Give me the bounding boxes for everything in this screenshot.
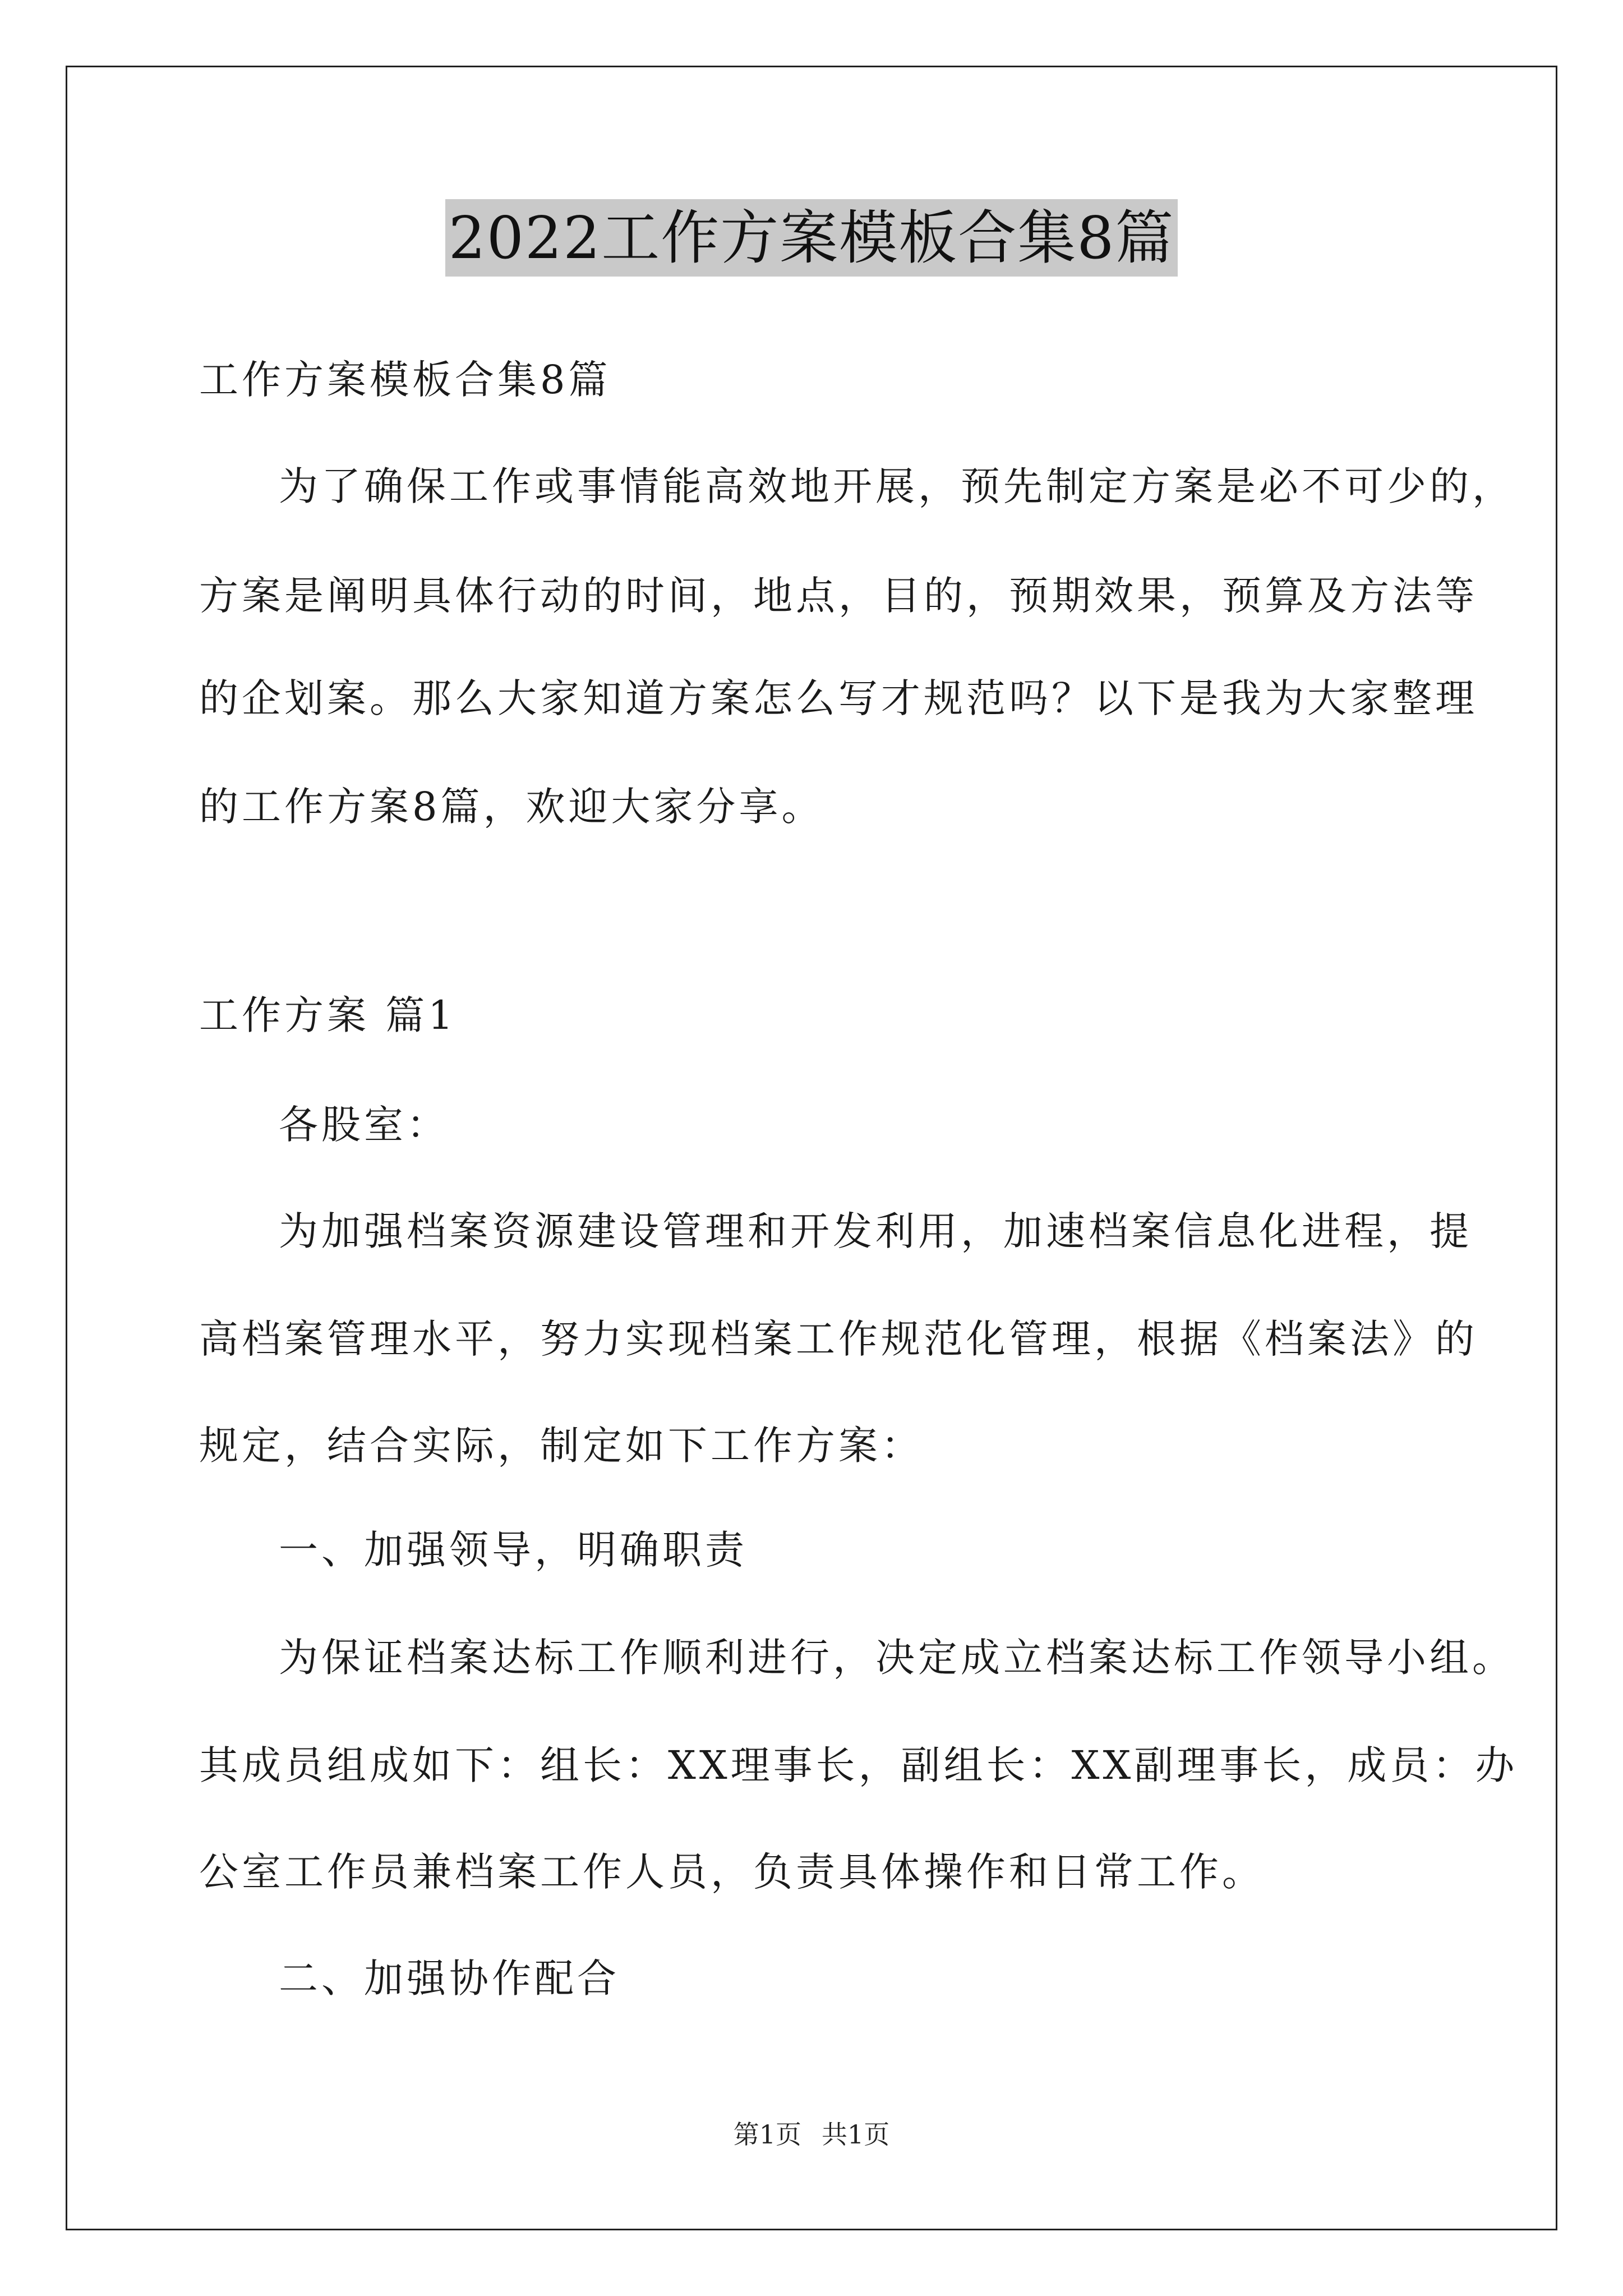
body-paragraph-line-4: 为保证档案达标工作顺利进行，决定成立档案达标工作领导小组。: [279, 1635, 1515, 1681]
body-paragraph-line-5: 其成员组成如下：组长：XX理事长，副组长：XX副理事长，成员：办: [199, 1742, 1518, 1788]
body-paragraph-line-3: 规定，结合实际，制定如下工作方案：: [199, 1423, 924, 1469]
title-container: [0, 199, 1623, 277]
body-paragraph-line-2: 高档案管理水平，努力实现档案工作规范化管理，根据《档案法》的: [199, 1316, 1478, 1362]
intro-paragraph-line-2: 方案是阐明具体行动的时间，地点，目的，预期效果，预算及方法等: [199, 573, 1478, 619]
intro-paragraph-line-3: 的企划案。那么大家知道方案怎么写才规范吗？以下是我为大家整理: [199, 675, 1478, 721]
body-paragraph-line-1: 为加强档案资源建设管理和开发利用，加速档案信息化进程，提: [279, 1208, 1472, 1254]
body-paragraph-line-6: 公室工作员兼档案工作人员，负责具体操作和日常工作。: [199, 1849, 1265, 1895]
intro-paragraph-line-4: 的工作方案8篇，欢迎大家分享。: [199, 784, 824, 830]
page-number: 第1页: [733, 2119, 801, 2150]
subtitle-line: 工作方案模板合集8篇: [199, 357, 611, 403]
list-heading-2: 二、加强协作配合: [279, 1955, 620, 2001]
salutation: 各股室：: [279, 1102, 449, 1148]
list-heading-1: 一、加强领导，明确职责: [279, 1527, 748, 1573]
intro-paragraph-line-1: 为了确保工作或事情能高效地开展，预先制定方案是必不可少的，: [279, 463, 1515, 509]
section-heading: 工作方案 篇1: [199, 992, 457, 1038]
document-title: 2022工作方案模板合集8篇: [445, 199, 1178, 277]
page-footer: [0, 2118, 1623, 2151]
page-total: 共1页: [822, 2119, 890, 2150]
